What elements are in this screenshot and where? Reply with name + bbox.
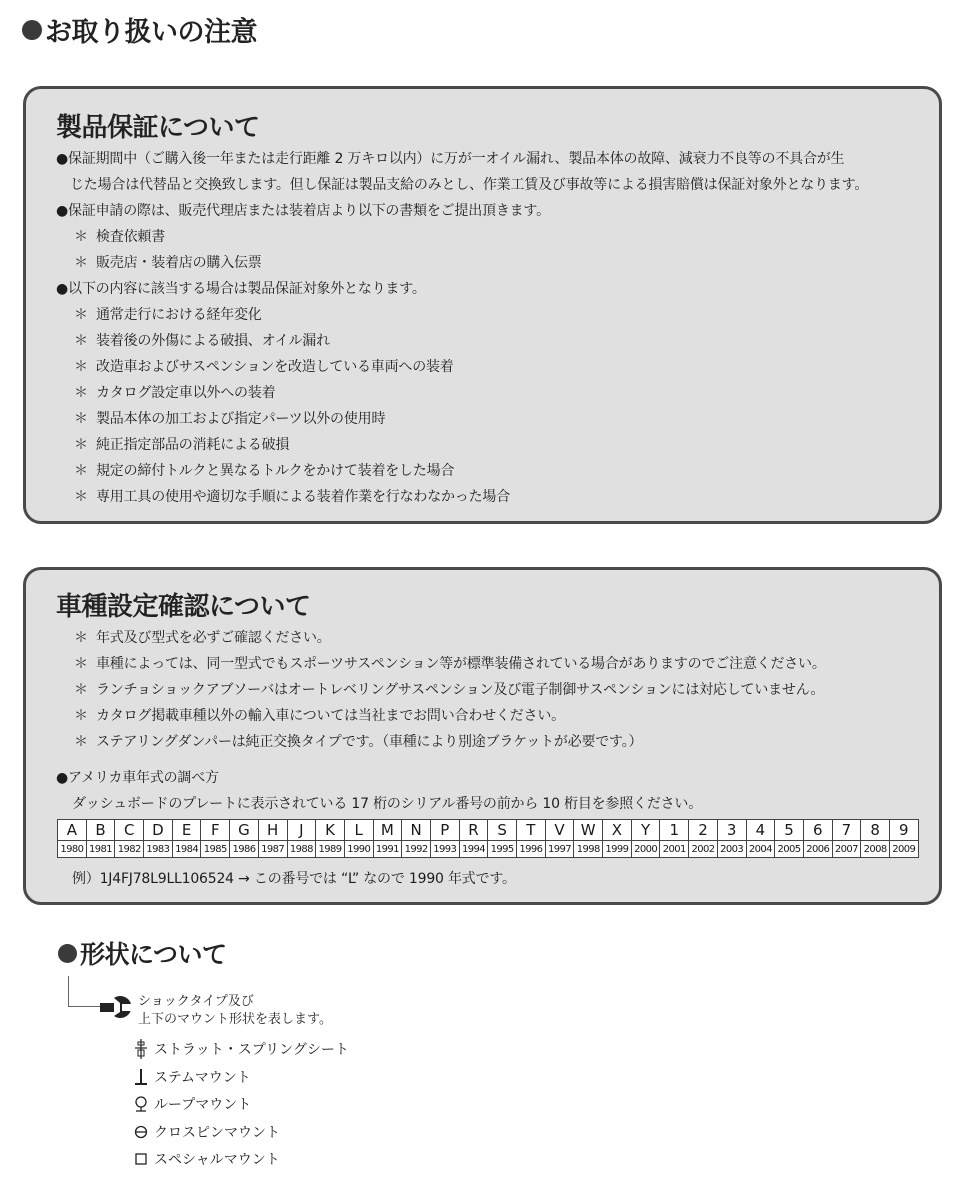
mount-item xyxy=(134,1149,280,1169)
code-cell: S xyxy=(488,820,517,841)
mount-item xyxy=(134,1039,349,1059)
year-cell: 2001 xyxy=(660,841,689,858)
code-cell: X xyxy=(603,820,632,841)
asterisk-icon: ＊ xyxy=(74,359,88,375)
exclusion-item: ＊ 改造車およびサスペンションを改造している車両への装着 xyxy=(74,356,454,376)
code-cell: 4 xyxy=(746,820,775,841)
special-mount-icon xyxy=(134,1151,148,1167)
year-cell: 1999 xyxy=(603,841,632,858)
vehicle-note: ＊ 車種によっては、同一型式でもスポーツサスペンション等が標準装備されている場合がありますのでご注意ください。 xyxy=(74,653,826,673)
exclusion-item: ＊ 専用工具の使用や適切な手順による装着作業を行なわなかった場合 xyxy=(74,486,510,506)
asterisk-icon: ＊ xyxy=(74,489,88,505)
year-cell: 2008 xyxy=(861,841,890,858)
vehicle-note: ＊ ステアリングダンパーは純正交換タイプです。（車種により別途ブラケットが必要です。） xyxy=(74,731,642,751)
shape-title-text: 形状について xyxy=(80,940,227,969)
page-title-text: お取り扱いの注意 xyxy=(45,17,257,48)
year-cell: 2006 xyxy=(803,841,832,858)
code-cell: W xyxy=(574,820,603,841)
document-item: ＊ 検査依頼書 xyxy=(74,226,165,246)
vehicle-note: ＊ カタログ掲載車種以外の輸入車については当社までお問い合わせください。 xyxy=(74,705,565,725)
mount-item xyxy=(134,1122,280,1142)
code-cell: M xyxy=(373,820,402,841)
code-cell: H xyxy=(258,820,287,841)
stem-mount-icon xyxy=(134,1068,148,1086)
year-cell: 1980 xyxy=(58,841,87,858)
code-cell: 6 xyxy=(803,820,832,841)
mount-label: ストラット・スプリングシート xyxy=(154,1042,349,1058)
warranty-title: 製品保証について xyxy=(56,113,260,143)
exclusion-item: ＊ カタログ設定車以外への装着 xyxy=(74,382,275,402)
year-cell: 2007 xyxy=(832,841,861,858)
exclusion-item: ＊ 規定の締付トルクと異なるトルクをかけて装着をした場合 xyxy=(74,460,454,480)
asterisk-icon: ＊ xyxy=(74,630,88,646)
year-cell: 1982 xyxy=(115,841,144,858)
year-cell: 1993 xyxy=(430,841,459,858)
year-cell: 1992 xyxy=(402,841,431,858)
code-cell: G xyxy=(230,820,259,841)
loop-mount-icon xyxy=(134,1095,148,1113)
code-cell: J xyxy=(287,820,316,841)
legend-line: 上下のマウント形状を表します。 xyxy=(138,1012,332,1027)
document-item: ＊ 販売店・装着店の購入伝票 xyxy=(74,252,262,272)
code-cell: 3 xyxy=(717,820,746,841)
year-cell: 2005 xyxy=(775,841,804,858)
strut-spring-seat-icon xyxy=(134,1039,148,1059)
code-cell: R xyxy=(459,820,488,841)
code-row xyxy=(58,820,919,841)
exclusion-item: ＊ 純正指定部品の消耗による破損 xyxy=(74,434,289,454)
exclusion-item: ＊ 製品本体の加工および指定パーツ以外の使用時 xyxy=(74,408,385,428)
warranty-line: ●保証申請の際は、販売代理店または装着店より以下の書類をご提出頂きます。 xyxy=(56,203,550,219)
us-description: ダッシュボードのプレートに表示されている 17 桁のシリアル番号の前から 10 桁目を参照ください。 xyxy=(72,796,703,812)
asterisk-icon: ＊ xyxy=(74,708,88,724)
year-cell: 1995 xyxy=(488,841,517,858)
year-cell: 1986 xyxy=(230,841,259,858)
exclusion-item: ＊ 通常走行における経年変化 xyxy=(74,304,262,324)
code-cell: 8 xyxy=(861,820,890,841)
page-title xyxy=(22,10,257,49)
asterisk-icon: ＊ xyxy=(74,734,88,750)
warranty-line: ●保証期間中（ご購入後一年または走行距離 2 万キロ以内）に万が一オイル漏れ、製品本体の故障、減衰力不良等の不具合が生 xyxy=(56,151,845,167)
year-cell: 2004 xyxy=(746,841,775,858)
year-cell: 1988 xyxy=(287,841,316,858)
code-cell: T xyxy=(517,820,546,841)
year-cell: 1989 xyxy=(316,841,345,858)
bullet-dot-icon xyxy=(22,20,42,40)
code-cell: B xyxy=(86,820,115,841)
asterisk-icon: ＊ xyxy=(74,463,88,479)
wrench-icon xyxy=(100,994,134,1020)
vehicle-note: ＊ 年式及び型式を必ずご確認ください。 xyxy=(74,627,331,647)
warranty-line: じた場合は代替品と交換致します。但し保証は製品支給のみとし、作業工賃及び事故等による損害賠償は保証対象外となります。 xyxy=(70,177,869,193)
year-cell: 2000 xyxy=(631,841,660,858)
year-cell: 1998 xyxy=(574,841,603,858)
asterisk-icon: ＊ xyxy=(74,333,88,349)
example-text: 例）1J4FJ78L9LL106524 → この番号では “L” なので 1990 年式です。 xyxy=(72,871,516,887)
bullet-dot-icon xyxy=(58,944,77,963)
year-cell: 1991 xyxy=(373,841,402,858)
mount-label: ループマウント xyxy=(154,1097,252,1113)
code-cell: D xyxy=(144,820,173,841)
asterisk-icon: ＊ xyxy=(74,682,88,698)
code-cell: L xyxy=(344,820,373,841)
year-cell: 1997 xyxy=(545,841,574,858)
year-cell: 1983 xyxy=(144,841,173,858)
code-cell: P xyxy=(430,820,459,841)
asterisk-icon: ＊ xyxy=(74,437,88,453)
code-cell: 1 xyxy=(660,820,689,841)
asterisk-icon: ＊ xyxy=(74,411,88,427)
year-cell: 2002 xyxy=(689,841,718,858)
warranty-panel xyxy=(23,86,942,524)
cross-pin-mount-icon xyxy=(134,1124,148,1140)
year-cell: 2003 xyxy=(717,841,746,858)
code-cell: 5 xyxy=(775,820,804,841)
code-cell: 2 xyxy=(689,820,718,841)
code-cell: N xyxy=(402,820,431,841)
year-row xyxy=(58,841,919,858)
code-cell: 7 xyxy=(832,820,861,841)
code-cell: 9 xyxy=(889,820,918,841)
shape-title xyxy=(58,935,227,971)
year-code-table xyxy=(57,819,919,858)
legend-line: ショックタイプ及び xyxy=(138,994,254,1009)
year-cell: 1987 xyxy=(258,841,287,858)
asterisk-icon: ＊ xyxy=(74,255,88,271)
asterisk-icon: ＊ xyxy=(74,656,88,672)
year-cell: 1985 xyxy=(201,841,230,858)
mount-label: クロスピンマウント xyxy=(154,1125,280,1141)
code-cell: K xyxy=(316,820,345,841)
mount-label: ステムマウント xyxy=(154,1070,251,1086)
code-cell: E xyxy=(172,820,201,841)
vehicle-panel xyxy=(23,567,942,905)
mount-label: スペシャルマウント xyxy=(154,1152,280,1168)
year-cell: 1984 xyxy=(172,841,201,858)
asterisk-icon: ＊ xyxy=(74,229,88,245)
mount-item xyxy=(134,1094,251,1114)
vehicle-title: 車種設定確認について xyxy=(56,592,311,622)
vehicle-note: ＊ ランチョショックアブソーバはオートレベリングサスペンション及び電子制御サスペンションには対応していません。 xyxy=(74,679,824,699)
year-cell: 1994 xyxy=(459,841,488,858)
asterisk-icon: ＊ xyxy=(74,307,88,323)
year-cell: 2009 xyxy=(889,841,918,858)
code-cell: V xyxy=(545,820,574,841)
connector-line xyxy=(68,976,101,1007)
code-cell: F xyxy=(201,820,230,841)
exclusion-item: ＊ 装着後の外傷による破損、オイル漏れ xyxy=(74,330,330,350)
year-cell: 1981 xyxy=(86,841,115,858)
exclusion-intro: ●以下の内容に該当する場合は製品保証対象外となります。 xyxy=(56,281,426,297)
year-cell: 1996 xyxy=(517,841,546,858)
mount-item xyxy=(134,1067,251,1087)
us-heading: ●アメリカ車年式の調べ方 xyxy=(56,770,219,786)
asterisk-icon: ＊ xyxy=(74,385,88,401)
code-cell: Y xyxy=(631,820,660,841)
code-cell: C xyxy=(115,820,144,841)
year-cell: 1990 xyxy=(344,841,373,858)
code-cell: A xyxy=(58,820,87,841)
